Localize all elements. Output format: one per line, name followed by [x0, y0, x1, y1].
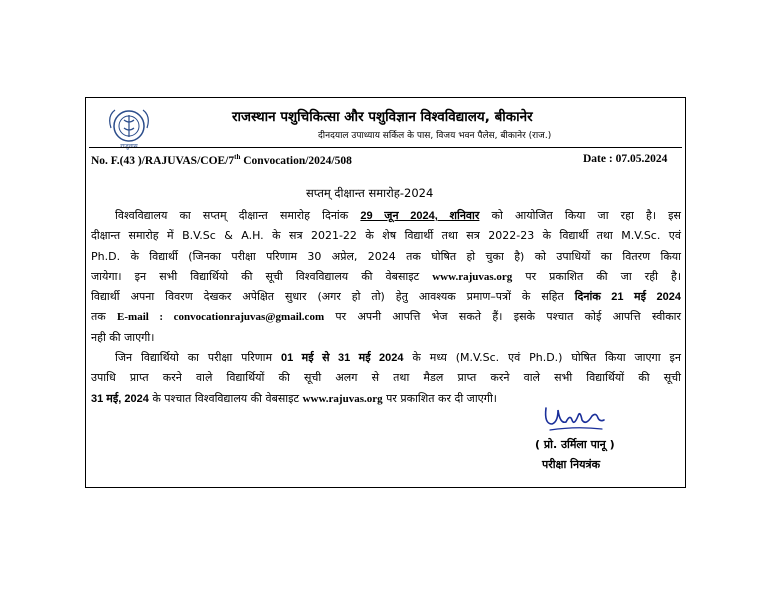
para1-line3: Ph.D. के विद्यार्थी (जिनका परीक्षा परिणाम 30 अप्रेल, 2024 तक घोषित हो चुका है) को उपाधियों का वितरण किया	[91, 249, 681, 263]
signatory-title: परीक्षा नियत्रंक	[542, 458, 601, 471]
reference-number	[91, 153, 352, 167]
ref-suffix: Convocation/2024/508	[240, 154, 352, 167]
university-name: राजस्थान पशुचिकित्सा और पशुविज्ञान विश्वविद्यालय, बीकानेर	[232, 109, 533, 125]
email-link[interactable]: E-mail : convocationrajuvas@gmail.com	[117, 311, 325, 324]
university-address: दीनदयाल उपाध्याय सर्किल के पास, विजय भवन पैलेस, बीकानेर (राज.)	[318, 131, 552, 141]
signature-icon	[540, 402, 610, 434]
ref-sup: th	[234, 153, 241, 161]
notice-body	[91, 206, 681, 409]
notice-subject: सप्तम् दीक्षान्त समारोह-2024	[306, 186, 434, 200]
signatory-name: ( प्रो. उर्मिला पानू )	[535, 438, 615, 451]
university-logo-icon	[103, 106, 155, 150]
para1-line4: जायेगा। इन सभी विद्यार्थियो की सूची विश्वविद्यालय की वेबसाइट www.rajuvas.org पर प्रकाशित की जा रही है।	[91, 269, 681, 283]
para2-line2: उपाधि प्राप्त करने वाले विद्यार्थियों की सूची अलग से तथा मैडल प्राप्त करने वाले सभी विद्यार्थियों की सूची	[91, 371, 681, 385]
logo-caption: राजुवास	[120, 143, 138, 150]
website-link[interactable]: www.rajuvas.org	[432, 270, 513, 283]
para1-line7: नही की जाएगी।	[91, 330, 155, 344]
para1-line6: तक E-mail : convocationrajuvas@gmail.com पर अपनी आपत्ति भेज सकते हैं। इसके पश्चात कोई आपत्ति स्वीकार	[91, 310, 681, 324]
header-divider	[89, 147, 682, 148]
para2-line1: जिन विद्यार्थियो का परीक्षा परिणाम 01 मई से 31 मई 2024 के मध्य (M.V.Sc. एवं Ph.D.) घोषित किया जाएगा इन	[115, 351, 681, 365]
letter-date: Date : 07.05.2024	[583, 153, 668, 165]
website-link-2[interactable]: www.rajuvas.org	[302, 392, 383, 405]
para2-line3: 31 मई, 2024 के पश्चात विश्वविद्यालय की वेबसाइट www.rajuvas.org पर प्रकाशित कर दी जाएगी।	[91, 391, 497, 405]
para1-line1: विश्वविद्यालय का सप्तम् दीक्षान्त समारोह दिनांक 29 जून 2024, शनिवार को आयोजित किया जा रहा है। इस	[115, 209, 681, 222]
para1-line5: विद्यार्थी अपना विवरण देखकर अपेक्षित सुधार (अगर हो तो) हेतु आवश्यक प्रमाण–पत्रों के सहित दिनांक 21 मई 2024	[91, 290, 681, 304]
para1-line2: दीक्षान्त समारोह में B.V.Sc & A.H. के सत्र 2021-22 के शेष विद्यार्थी तथा सत्र 2022-23 के विद्यार्थी तथा M.V.Sc. एवं	[91, 229, 681, 243]
ref-main: No. F.(43 )/RAJUVAS/COE/7	[91, 154, 235, 167]
